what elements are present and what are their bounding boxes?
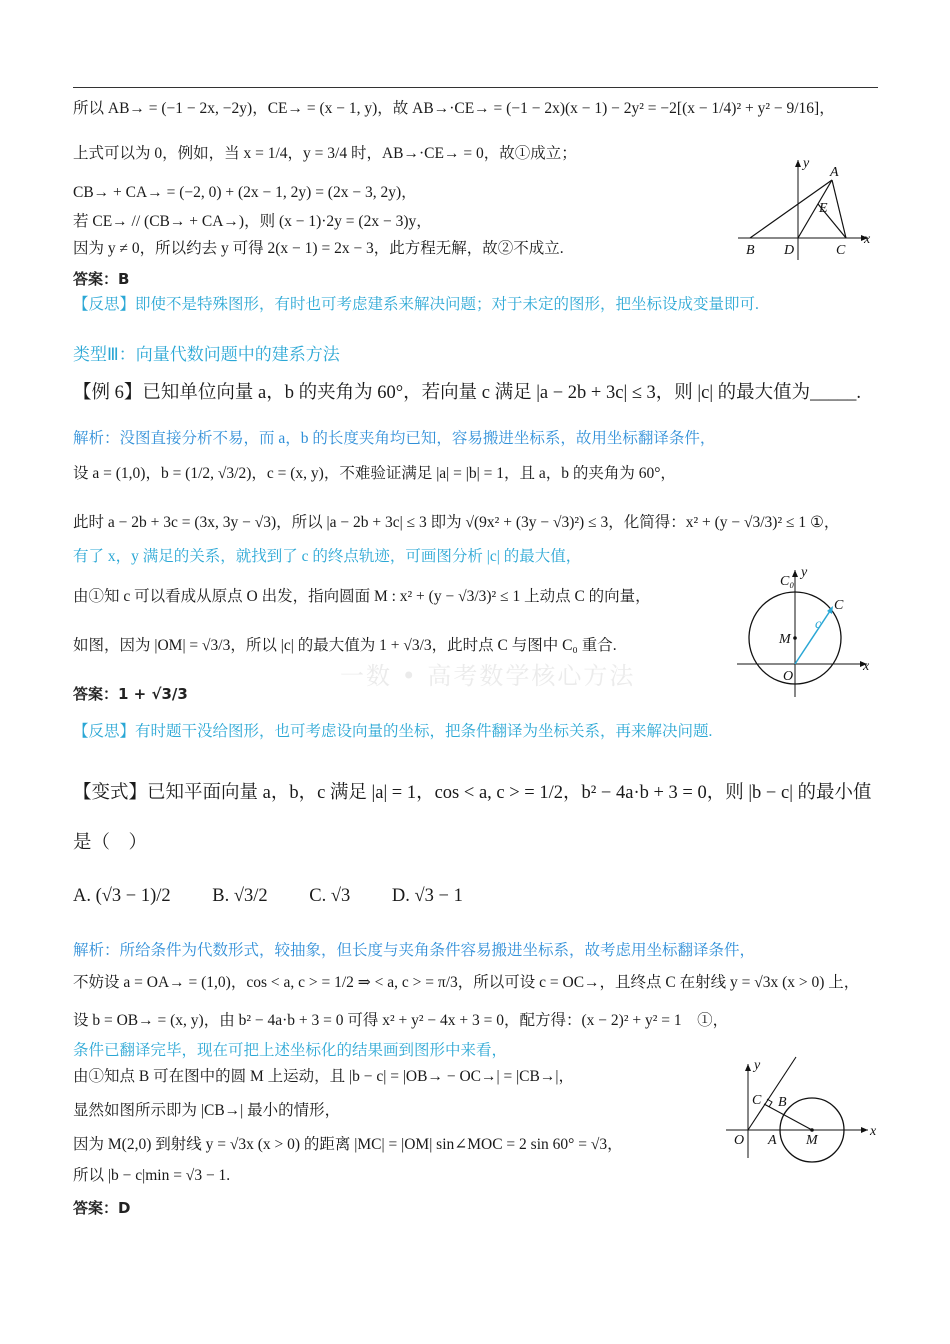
center-M [793,636,797,640]
label-y: y [803,156,810,171]
text-line-15: 如图，因为 |OM| = √3/3，所以 |c| 的最大值为 1 + √3/3，此时点 C 与图中 C₀ 重合. [73,637,617,654]
label-c: c [815,617,822,632]
label-M: M [779,632,791,647]
answer-3: 答案：D [73,1199,131,1217]
center-M [810,1128,814,1132]
watermark: 一数 • 高考数学核心方法 [340,662,636,690]
text-line-11: 设 a = (1,0)，b = (1/2, √3/2)，c = (x, y)，不难验证满足 |a| = |b| = 1，且 a，b 的夹角为 60°， [73,465,676,482]
text-line-22: 不妨设 a = OA→ = (1,0)，cos < a, c > = 1/2 ⇒ < a, c > = π/3，所以可设 c = OC→，且终点 C 在射线 y = √3x (x > 0) 上， [73,974,860,991]
label-D: D [784,243,795,258]
text-line-12: 此时 a − 2b + 3c = (3x, 3y − √3)，所以 |a − 2b + 3c| ≤ 3 即为 √(9x² + (3y − √3)²) ≤ 3，化简得：x² + (y − √3/3)² ≤ 1 ①， [73,514,840,531]
x-axis-arrow [861,1127,868,1133]
text-line-4: 若 CE→ // (CB→ + CA→)，则 (x − 1)·2y = (2x − 3)y， [73,213,432,230]
label-C: C [834,598,844,613]
section-heading: 类型Ⅲ：向量代数问题中的建系方法 [73,345,340,365]
text-line-13: 有了 x，y 满足的关系，就找到了 c 的终点轨迹，可画图分析 |c| 的最大值， [73,548,582,565]
answer-2: 答案：1 + √3/3 [73,685,188,703]
label-O: O [734,1133,745,1148]
text-line-26: 显然如图所示即为 |CB→| 最小的情形， [73,1102,341,1119]
answer-1: 答案：B [73,270,130,288]
triangle-figure [730,150,880,265]
variant-question: 【变式】已知平面向量 a，b，c 满足 |a| = 1，cos < a, c > = 1/2，b² − 4a·b + 3 = 0，则 |b − c| 的最小值 [73,783,872,803]
label-E: E [819,201,828,216]
label-x: x [864,232,871,247]
label-C: C [752,1093,762,1108]
label-M: M [806,1133,818,1148]
text-line-5: 因为 y ≠ 0，所以约去 y 可得 2(x − 1) = 2x − 3，此方程无解，故②不成立. [73,240,564,257]
circle-figure-1 [735,562,875,704]
label-x: x [870,1124,877,1139]
label-y: y [754,1058,761,1073]
analysis-intro: 解析：没图直接分析不易，而 a，b 的长度夹角均已知，容易搬进坐标系，故用坐标翻译条件， [73,430,716,447]
text-line-27: 因为 M(2,0) 到射线 y = √3x (x > 0) 的距离 |MC| = |OM| sin∠MOC = 2 sin 60° = √3， [73,1136,623,1153]
analysis-variant: 解析：所给条件为代数形式，较抽象，但长度与夹角条件容易搬进坐标系，故考虑用坐标翻译条件， [73,942,756,959]
text-line-3: CB→ + CA→ = (−2, 0) + (2x − 1, 2y) = (2x − 3, 2y)， [73,184,417,201]
label-C0: C₀ [780,574,795,589]
choices: A. (√3 − 1)/2 B. √3/2 C. √3 D. √3 − 1 [73,886,463,906]
circle-figure-2 [720,1058,880,1170]
label-B: B [778,1095,787,1110]
label-C: C [836,243,846,258]
text-line-24: 条件已翻译完毕，现在可把上述坐标化的结果画到图形中来看， [73,1042,508,1059]
y-axis-arrow [745,1064,751,1071]
vector-c [795,608,832,664]
text-line-25: 由①知点 B 可在图中的圆 M 上运动，且 |b − c| = |OB→ − OC→| = |CB→|， [73,1068,574,1085]
variant-question-cont: 是（ ） [73,833,148,853]
label-A: A [830,165,839,180]
text-line-2: 上式可以为 0，例如，当 x = 1/4，y = 3/4 时，AB→·CE→ = 0，故①成立； [73,145,577,162]
text-line-23: 设 b = OB→ = (x, y)，由 b² − 4a·b + 3 = 0 可得 x² + y² − 4x + 3 = 0，配方得：(x − 2)² + y² = 1 ①， [73,1012,729,1029]
label-B: B [746,243,755,258]
text-line-1: 所以 AB→ = (−1 − 2x, −2y)，CE→ = (x − 1, y)，故 AB→·CE→ = (−1 − 2x)(x − 1) − 2y² = −2[(x − 1/4)² + y² − 9/16]， [73,100,835,117]
label-O: O [783,669,794,684]
y-axis-arrow [795,160,801,167]
example-6-question: 【例 6】已知单位向量 a，b 的夹角为 60°，若向量 c 满足 |a − 2b + 3c| ≤ 3，则 |c| 的最大值为_____. [73,383,862,403]
text-line-14: 由①知 c 可以看成从原点 O 出发，指向圆面 M : x² + (y − √3/3)² ≤ 1 上动点 C 的向量， [73,588,651,605]
label-A: A [768,1133,777,1148]
top-rule [73,87,878,88]
reflection-2: 【反思】有时题干没给图形，也可考虑设向量的坐标，把条件翻译为坐标关系，再来解决问题. [73,723,713,740]
label-y: y [801,565,808,580]
reflection-1: 【反思】即使不是特殊图形，有时也可考虑建系来解决问题；对于未定的图形，把坐标设成变量即可. [73,296,759,313]
label-x: x [863,659,870,674]
text-line-28: 所以 |b − c|min = √3 − 1. [73,1167,231,1184]
